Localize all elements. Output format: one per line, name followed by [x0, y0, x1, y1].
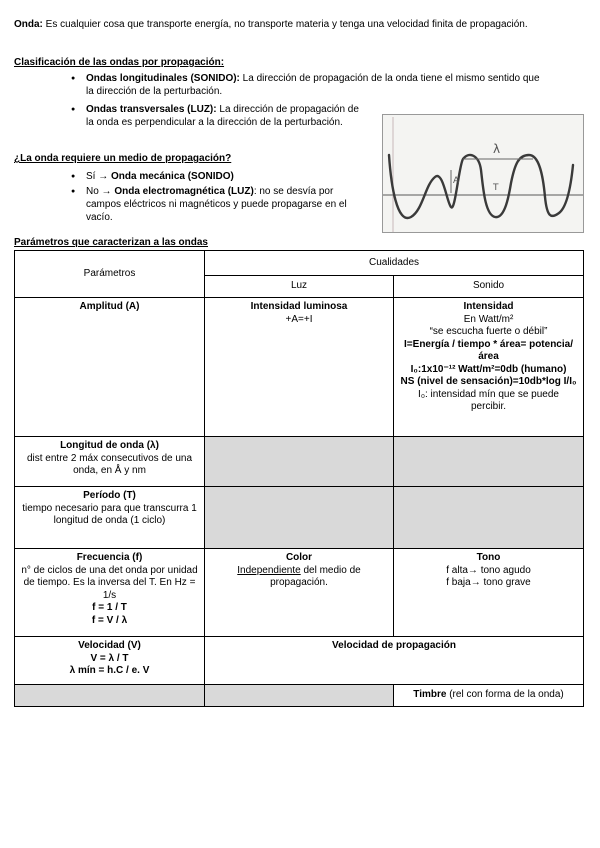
param-period: Período (T) tiempo necesario para que transcurra 1 longitud de onda (1 ciclo)	[15, 487, 205, 549]
list-item: ● No → Onda electromagnética (LUZ): no se desvía por campos eléctricos ni magnéticos y puede propagarse en el vacío.	[86, 185, 371, 224]
frequency-light: Color Independiente del medio de propagación.	[205, 549, 394, 637]
table-row	[15, 549, 584, 637]
param-frequency: Frecuencia (f) n° de ciclos de una det onda por unidad de tiempo. Es la inversa del T. En Hz = 1/s f = 1 / T f = V / λ	[15, 549, 205, 637]
header-qualities: Cualidades	[205, 251, 584, 276]
medium-heading: ¿La onda requiere un medio de propagación?	[14, 153, 232, 164]
classification-heading: Clasificación de las ondas por propagación:	[14, 57, 225, 68]
params-heading: Parámetros que caracterizan a las ondas	[14, 237, 208, 248]
medium-list	[86, 170, 371, 224]
period-sound	[394, 487, 584, 549]
sketch-lambda-label: λ	[493, 142, 501, 156]
parameters-table	[14, 250, 584, 707]
table-row	[15, 437, 584, 487]
intro-term: Onda:	[14, 19, 43, 30]
velocity-merged: Velocidad de propagación	[205, 637, 584, 685]
header-sound: Sonido	[394, 276, 584, 298]
header-params: Parámetros	[15, 251, 205, 298]
header-light: Luz	[205, 276, 394, 298]
timbre-param	[15, 685, 205, 707]
timbre-light	[205, 685, 394, 707]
intro-definition: Onda: Es cualquier cosa que transporte energía, no transporte materia y tenga una velocidad finita de propagación.	[14, 19, 528, 30]
frequency-sound: Tono f alta→ tono agudo f baja→ tono grave	[394, 549, 584, 637]
wave-sketch-svg	[383, 115, 583, 232]
table-row	[15, 487, 584, 549]
period-light	[205, 487, 394, 549]
timbre-sound: Timbre (rel con forma de la onda)	[394, 685, 584, 707]
amplitude-light: Intensidad luminosa +A=+I	[205, 298, 394, 437]
wavelength-sound	[394, 437, 584, 487]
sketch-amplitude-label: A	[453, 176, 460, 186]
wavelength-light	[205, 437, 394, 487]
list-item: ● Sí → Onda mecánica (SONIDO)	[86, 170, 371, 183]
param-amplitude: Amplitud (A)	[15, 298, 205, 437]
table-row	[15, 685, 584, 707]
param-velocity: Velocidad (V) V = λ / T λ mín = h.C / e. V	[15, 637, 205, 685]
svg-text:T: T	[493, 183, 499, 193]
list-item: ● Ondas longitudinales (SONIDO): La dirección de propagación de la onda tiene el mismo sentido que la dirección de la perturbación.	[86, 72, 546, 98]
table-row	[15, 298, 584, 437]
list-item: ● Ondas transversales (LUZ): La dirección de propagación de la onda es perpendicular a la dirección de la perturbación.	[86, 103, 368, 129]
classification-list	[86, 72, 546, 100]
classification-list-2	[86, 103, 368, 129]
amplitude-sound: Intensidad En Watt/m² “se escucha fuerte o débil” I=Energía / tiempo * área= potencia/área I₀:1x10⁻¹² Watt/m²=0db (humano) NS (nivel de sensación)=10db*log I/I₀ I₀: intensidad mín que se puede percibir.	[394, 298, 584, 437]
table-row	[15, 637, 584, 685]
wave-sketch-image	[382, 114, 584, 233]
param-wavelength: Longitud de onda (λ) dist entre 2 máx consecutivos de una onda, en Å y nm	[15, 437, 205, 487]
